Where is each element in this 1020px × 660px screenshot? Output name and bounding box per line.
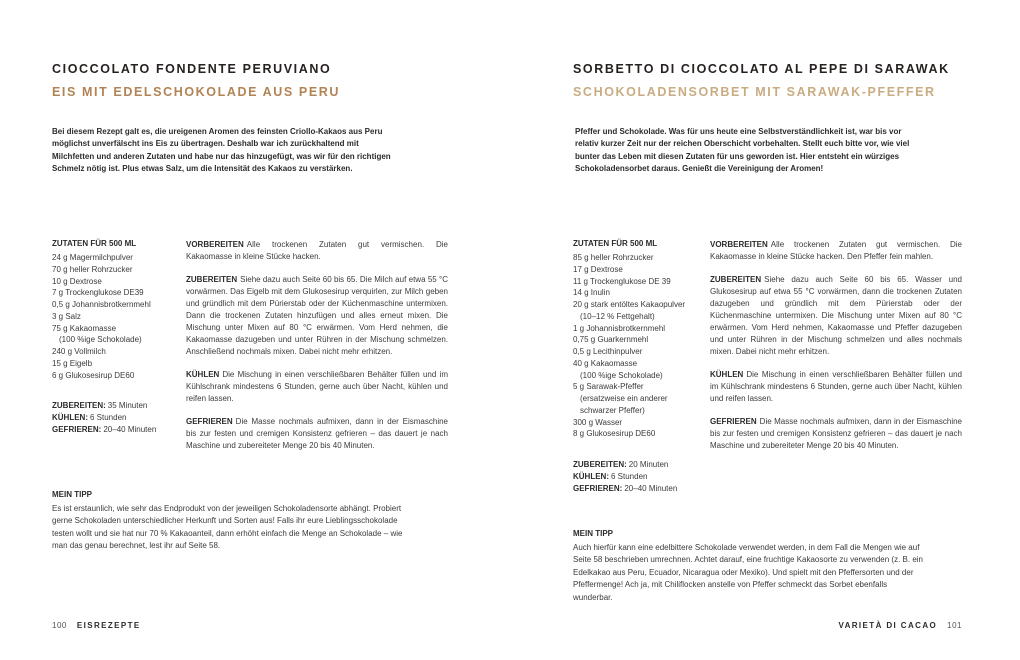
ingredient-line: 3 g Salz — [52, 311, 81, 321]
ingredient-line: 85 g heller Rohrzucker — [573, 253, 654, 262]
meta-label: GEFRIEREN: — [52, 425, 102, 435]
ingredient-line: 300 g Wasser — [573, 417, 623, 427]
meta-line — [52, 412, 182, 424]
timing-block — [52, 400, 182, 436]
meta-value: 35 Minuten — [107, 401, 148, 411]
ingredient-line: 70 g heller Rohrzucker — [52, 264, 133, 274]
step-label: ZUBEREITEN — [710, 275, 762, 284]
ingredient-line: 7 g Trockenglukose DE39 — [52, 288, 144, 298]
meta-line — [52, 424, 182, 436]
ingredients-heading: ZUTATEN FÜR 500 ML — [573, 239, 658, 248]
step-paragraph — [710, 239, 962, 263]
tip-text: Auch hierfür kann eine edelbittere Schokolade verwendet werden, in dem Fall die Mengen wie auf Seite 58 beschrieben umrechnen. Achtet darauf, eine fruchtige Kakaosorte zu verwenden (z. B. ein Edelkakao aus Peru, Ecuador, Nicaragua oder Mexiko). Und spielt mit den Pfeffersorten und der Pfeffermenge! Ach ja, mit Chiliflocken anstelle von Pfeffer schmeckt das Sorbet ebenfalls wunderbar. — [573, 543, 923, 602]
step-text: Alle trockenen Zutaten gut vermischen. Die Kakaomasse in kleine Stücke hacken. — [186, 240, 448, 261]
ingredient-line: 20 g stark entöltes Kakaopulver — [573, 300, 686, 309]
meta-label: KÜHLEN: — [573, 472, 609, 481]
meta-value: 20 Minuten — [628, 460, 669, 469]
ingredient-line: schwarzer Pfeffer) — [580, 405, 645, 415]
recipe-subtitle: SCHOKOLADENSORBET MIT SARAWAK-PFEFFER — [573, 85, 936, 99]
ingredients-heading: ZUTATEN FÜR 500 ML — [52, 239, 137, 248]
ingredient-line: 24 g Magermilchpulver — [52, 253, 133, 262]
left-page-title-block — [52, 62, 340, 99]
page-number: 100 — [52, 621, 67, 630]
ingredient-line: 15 g Eigelb — [52, 358, 93, 368]
meta-line — [52, 400, 182, 412]
step-label: VORBEREITEN — [710, 240, 768, 249]
step-label: ZUBEREITEN — [186, 275, 238, 284]
meta-label: GEFRIEREN: — [573, 484, 623, 493]
footer-left — [52, 621, 141, 630]
ingredients-column — [52, 239, 182, 436]
ingredient-line: 1 g Johannisbrotkernmehl — [573, 323, 666, 333]
ingredient-line: (100 %ige Schokolade) — [59, 335, 142, 345]
step-paragraph — [186, 416, 448, 452]
step-paragraph — [710, 416, 962, 452]
step-paragraph — [186, 369, 448, 405]
ingredient-line: 11 g Trockenglukose DE 39 — [573, 276, 671, 286]
meta-line — [573, 483, 707, 495]
section-label: VARIETÀ DI CACAO — [838, 621, 938, 630]
recipe-subtitle: EIS MIT EDELSCHOKOLADE AUS PERU — [52, 85, 341, 99]
ingredient-line: (100 %ige Schokolade) — [580, 370, 663, 380]
ingredient-line: 75 g Kakaomasse — [52, 323, 117, 333]
tip-block — [52, 490, 404, 553]
step-text: Die Mischung in einen verschließbaren Behälter füllen und im Kühlschrank mindestens 6 Stunden, gerne auch über Nacht, kühlen und reifen lassen. — [186, 370, 448, 403]
ingredient-line: 17 g Dextrose — [573, 264, 623, 274]
recipe-intro: Bei diesem Rezept galt es, die ureigenen Aromen des feinsten Criollo-Kakaos aus Peru möglichst unverfälscht ins Eis zu übertragen. Deshalb war ich zurückhaltend mit Milchfetten und anderen Zutaten und habe nur das hinzugefügt, was wir für den richtigen Schmelz nötig ist. Plus etwas Salz, um die Intensität des Kakaos zu verstärken. — [52, 127, 391, 174]
page-number: 101 — [947, 621, 962, 630]
ingredient-line: 6 g Glukosesirup DE60 — [52, 370, 135, 380]
recipe-title: SORBETTO DI CIOCCOLATO AL PEPE DI SARAWAK — [573, 62, 950, 76]
meta-value: 20–40 Minuten — [103, 425, 157, 435]
right-page-title-block — [573, 62, 950, 99]
ingredient-line: 5 g Sarawak-Pfeffer — [573, 382, 644, 392]
ingredient-line: (10–12 % Fettgehalt) — [580, 311, 655, 321]
meta-label: ZUBEREITEN: — [52, 401, 106, 411]
step-text: Die Masse nochmals aufmixen, dann in der Eismaschine bis zur festen und cremigen Konsistenz gefrieren – das dauert je nach Maschine und zubereiteter Menge 20 bis 40 Minuten. — [186, 417, 448, 450]
ingredient-line: 240 g Vollmilch — [52, 347, 106, 356]
meta-label: KÜHLEN: — [52, 413, 88, 423]
meta-value: 6 Stunden — [611, 472, 648, 481]
footer-right — [838, 621, 962, 630]
step-text: Die Masse nochmals aufmixen, dann in der Eismaschine bis zur festen und cremigen Konsistenz gefrieren – das dauert je nach Maschine und zubereiteter Menge 20 bis 40 Minuten. — [710, 417, 962, 450]
step-text: Die Mischung in einen verschließbaren Behälter füllen und im Kühlschrank mindestens 6 Stunden, gerne auch über Nacht, kühlen und reifen lassen. — [710, 370, 962, 403]
method-column — [710, 239, 962, 463]
step-paragraph — [186, 274, 448, 358]
step-text: Alle trockenen Zutaten gut vermischen. Die Kakaomasse in kleine Stücke hacken. Den Pfeffer fein mahlen. — [710, 240, 962, 261]
meta-value: 6 Stunden — [90, 413, 127, 423]
ingredient-line: 10 g Dextrose — [52, 276, 102, 286]
tip-heading: MEIN TIPP — [573, 529, 614, 538]
ingredient-line: 40 g Kakaomasse — [573, 358, 638, 368]
step-text: Siehe dazu auch Seite 60 bis 65. Die Milch auf etwa 55 °C vorwärmen. Das Eigelb mit dem Glukosesirup verquirlen, zur Milch geben und gründlich mit dem Pürierstab oder der Küchenmaschine untermixen. Dann die trockenen Zutaten hinzufügen und alles erneut mixen. Die Mischung unter Mixen auf 80 °C erwärmen. Vom Herd nehmen, die Kakaomasse dazugeben und unter Rühren in der Mischung schmelzen. Anschließend nochmals mixen. Dabei nicht mehr erhitzen. — [186, 275, 448, 356]
meta-line — [573, 459, 707, 471]
section-label: EISREZEPTE — [76, 621, 141, 630]
ingredient-line: 8 g Glukosesirup DE60 — [573, 429, 656, 439]
tip-text: Es ist erstaunlich, wie sehr das Endprodukt von der jeweiligen Schokoladensorte abhängt. Probiert gerne Schokoladen unterschiedlicher Herkunft und Sorten aus! Falls ihr eure Lieblingsschokolade testen wollt und sie hat nur 70 % Kakaoanteil, dann erhöht einfach die Menge an Schokolade – wie man das genau berechnet, lest ihr auf Seite 58. — [52, 504, 403, 551]
recipe-intro: Pfeffer und Schokolade. Was für uns heute eine Selbstverständlichkeit ist, war bis vor relativ kurzer Zeit nur der reichen Oberschicht vorbehalten. Stellt euch bitte vor, wie viel bunter das Leben mit diesen Zutaten für uns geworden ist. Hier entsteht ein würziges Schokoladensorbet daraus. Genießt die Vereinigung der Aromen! — [575, 127, 910, 174]
step-label: KÜHLEN — [710, 370, 744, 379]
step-paragraph — [710, 369, 962, 405]
step-label: KÜHLEN — [186, 370, 220, 379]
ingredient-line: 0,5 g Johannisbrotkernmehl — [52, 300, 151, 309]
ingredient-line: 14 g Inulin — [573, 288, 610, 298]
recipe-title: CIOCCOLATO FONDENTE PERUVIANO — [52, 62, 332, 76]
meta-line — [573, 471, 707, 483]
ingredients-column — [573, 239, 707, 495]
ingredient-line: 0,5 g Lecithinpulver — [573, 347, 643, 356]
timing-block — [573, 459, 707, 495]
step-paragraph — [710, 274, 962, 358]
tip-heading: MEIN TIPP — [52, 490, 93, 499]
step-label: GEFRIEREN — [186, 417, 233, 426]
tip-block — [573, 529, 928, 604]
step-paragraph — [186, 239, 448, 263]
ingredient-line: (ersatzweise ein anderer — [580, 394, 668, 403]
step-label: GEFRIEREN — [710, 417, 757, 426]
meta-value: 20–40 Minuten — [624, 484, 678, 493]
step-text: Siehe dazu auch Seite 60 bis 65. Wasser und Glukosesirup auf etwa 55 °C vorwärmen, dann die trockenen Zutaten dazugeben und gründlich mit dem Pürierstab oder der Küchenmaschine untermixen. Die Mischung unter Mixen auf 80 °C erwärmen. Vom Herd nehmen, Kakaomasse und Pfeffer dazugeben und unter Rühren in der Mischung schmelzen und alles nochmals mixen. Dabei nicht mehr erhitzen. — [710, 275, 962, 356]
method-column — [186, 239, 448, 463]
ingredient-line: 0,75 g Guarkernmehl — [573, 335, 649, 345]
meta-label: ZUBEREITEN: — [573, 460, 627, 469]
step-label: VORBEREITEN — [186, 240, 244, 249]
